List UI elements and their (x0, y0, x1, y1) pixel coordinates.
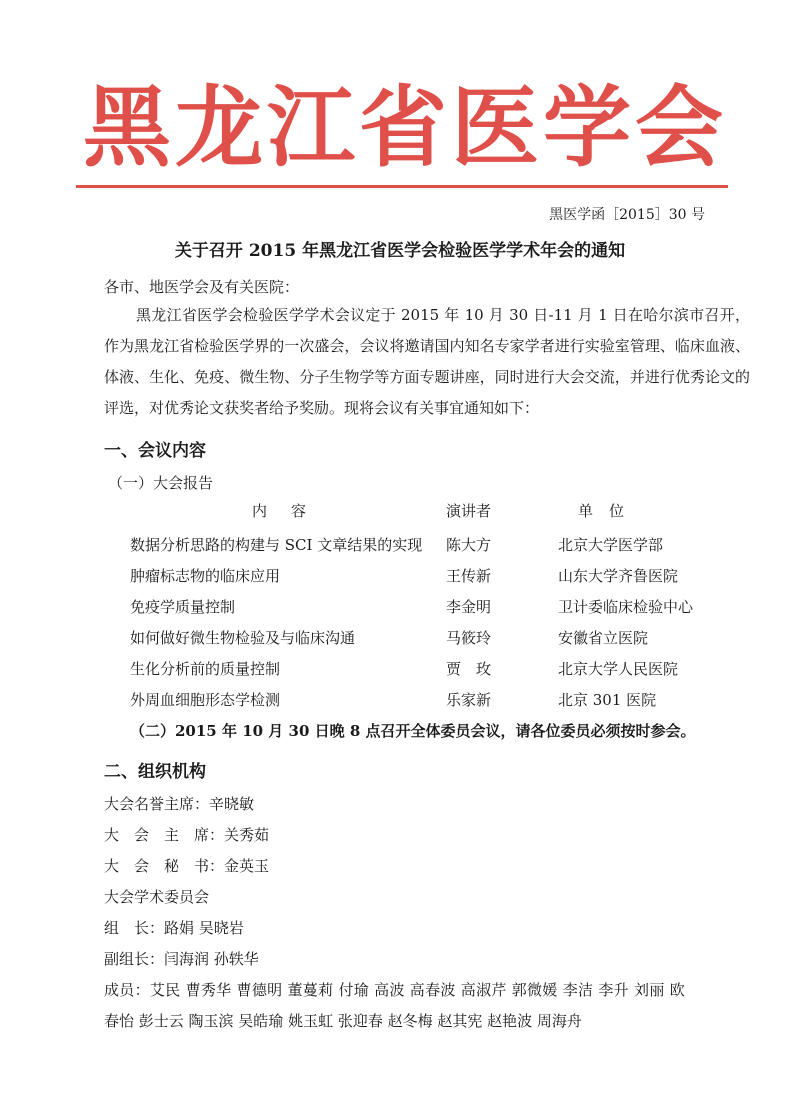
row-topic: 生化分析前的质量控制 (130, 660, 281, 678)
table-row (104, 689, 754, 719)
row-speaker: 李金明 (446, 598, 492, 616)
header-speaker: 演讲者 (446, 502, 492, 520)
row-unit: 北京大学人民医院 (558, 660, 679, 678)
table-row (104, 627, 754, 657)
org-line: 副组长：闫海润 孙轶华 (104, 950, 259, 968)
notice-title: 关于召开 2015 年黑龙江省医学会检验医学学术年会的通知 (174, 241, 626, 261)
row-unit: 安徽省立医院 (558, 629, 649, 647)
header-content: 内容 (252, 502, 331, 520)
row-topic: 数据分析思路的构建与 SCI 文章结果的实现 (130, 536, 423, 554)
salutation: 各市、地医学会及有关医院： (104, 278, 300, 296)
table-row (104, 565, 754, 595)
row-topic: 肿瘤标志物的临床应用 (130, 567, 281, 585)
row-speaker: 陈大方 (446, 536, 492, 554)
table-header (104, 500, 754, 530)
section1-sub1: （一）大会报告 (108, 474, 214, 492)
table-row (104, 534, 754, 564)
intro-paragraph: 黑龙江省医学会检验医学学术会议定于 2015 年 10 月 30 日-11 月 1 日在哈尔滨市召开，作为黑龙江省检验医学界的一次盛会，会议将邀请国内知名专家学者进行实验室管理、临床血液、体液、生化、免疫、微生物、分子生物学等方面专题讲座，同时进行大会交流，并进行优秀论文的评选，对优秀论文获奖者给予奖励。现将会议有关事宜通知如下： (104, 306, 750, 417)
header-unit: 单位 (578, 502, 641, 520)
org-line: 大 会 主 席：关秀茹 (104, 826, 270, 844)
org-line: 大 会 秘 书：金英玉 (104, 857, 270, 875)
document-number: 黑医学函［2015］30 号 (549, 207, 705, 223)
section2-heading: 二、组织机构 (104, 762, 206, 782)
row-topic: 如何做好微生物检验及与临床沟通 (130, 629, 356, 647)
org-line: 春怡 彭士云 陶玉滨 吴皓瑜 姚玉虹 张迎春 赵冬梅 赵其宪 赵艳波 周海舟 (104, 1012, 582, 1030)
org-line: 成员：艾民 曹秀华 曹德明 董蔓莉 付瑜 高波 高春波 高淑芹 郭微媛 李洁 李升 刘丽 欧 (104, 981, 686, 999)
row-unit: 山东大学齐鲁医院 (558, 567, 679, 585)
row-unit: 北京 301 医院 (558, 691, 657, 709)
red-divider-line (76, 185, 728, 188)
row-topic: 免疫学质量控制 (130, 598, 236, 616)
row-topic: 外周血细胞形态学检测 (130, 691, 281, 709)
org-line: 大会学术委员会 (104, 888, 210, 906)
row-speaker: 乐家新 (446, 691, 492, 709)
table-row (104, 596, 754, 626)
org-masthead: 黑龙江省医学会 (82, 75, 727, 179)
org-line: 大会名誉主席：辛晓敏 (104, 795, 255, 813)
row-speaker: 马筱玲 (446, 629, 492, 647)
row-speaker: 王传新 (446, 567, 492, 585)
table-row (104, 658, 754, 688)
row-unit: 卫计委临床检验中心 (558, 598, 694, 616)
row-unit: 北京大学医学部 (558, 536, 664, 554)
section1-heading: 一、会议内容 (104, 441, 206, 461)
org-line: 组 长：路娟 吴晓岩 (104, 919, 244, 937)
section1-sub2: （二）2015 年 10 月 30 日晚 8 点召开全体委员会议，请各位委员必须按时参会。 (130, 722, 696, 740)
row-speaker: 贾 玫 (446, 660, 492, 678)
